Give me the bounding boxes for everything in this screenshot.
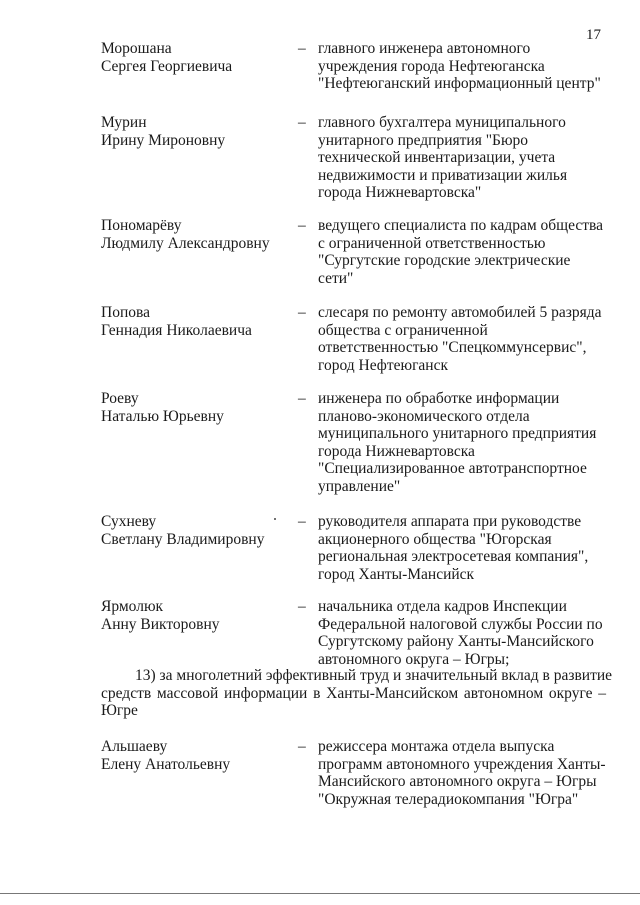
- person-name-line: Попова: [101, 304, 150, 321]
- job-position-line: город Ханты-Мансийск: [318, 565, 475, 583]
- job-position-line: руководителя аппарата при руководстве: [318, 513, 582, 530]
- dash-separator: –: [298, 390, 306, 407]
- person-name: [101, 598, 286, 633]
- person-name-line: Сергея Георгиевича: [101, 57, 233, 75]
- paragraph-line: Югре: [101, 702, 138, 720]
- person-name: [101, 513, 286, 548]
- dash-separator: –: [298, 114, 306, 131]
- person-name-line: Светлану Владимировну: [101, 530, 265, 548]
- job-position-line: главного инженера автономного: [318, 40, 531, 57]
- job-position: [318, 40, 610, 93]
- job-position-line: главного бухгалтера муниципального: [318, 114, 566, 131]
- person-name-line: Елену Анатольевну: [101, 755, 231, 773]
- job-position-line: автономного округа – Югры;: [318, 650, 510, 668]
- job-position-line: учреждения города Нефтеюганска: [318, 57, 545, 75]
- job-position-line: ответственностью "Спецкоммунсервис",: [318, 339, 587, 357]
- job-position-line: города Нижневартовска": [318, 184, 482, 202]
- page-number: 17: [586, 27, 601, 43]
- job-position: [318, 217, 610, 287]
- job-position-line: общества с ограниченной: [318, 321, 488, 339]
- person-name-line: Морошана: [101, 40, 172, 57]
- person-name: [101, 390, 286, 425]
- person-name-line: Геннадия Николаевича: [101, 321, 252, 339]
- job-position-line: ведущего специалиста по кадрам общества: [318, 217, 604, 234]
- paragraph-line: 13) за многолетний эффективный труд и значительный вклад в развитие: [135, 667, 613, 684]
- person-name: [101, 738, 286, 773]
- job-position-line: с ограниченной ответственностью: [318, 234, 546, 252]
- paragraph-line: средств массовой информации в Ханты-Мансийском автономном округе –: [101, 684, 606, 702]
- job-position: [318, 738, 610, 808]
- job-position: [318, 390, 610, 496]
- job-position-line: "Специализированное автотранспортное: [318, 460, 587, 478]
- person-name-line: Людмилу Александровну: [101, 234, 270, 252]
- job-position-line: недвижимости и приватизации жилья: [318, 166, 568, 184]
- job-position-line: унитарного предприятия "Бюро: [318, 131, 529, 149]
- scan-speck: [274, 518, 276, 520]
- dash-separator: –: [298, 738, 306, 755]
- dash-separator: –: [298, 304, 306, 321]
- job-position-line: "Окружная телерадиокомпания "Югра": [318, 790, 579, 808]
- person-name: [101, 304, 286, 339]
- job-position-line: технической инвентаризации, учета: [318, 149, 556, 167]
- job-position-line: региональная электросетевая компания",: [318, 548, 589, 566]
- person-name-line: Анну Викторовну: [101, 615, 220, 633]
- job-position-line: управление": [318, 477, 401, 495]
- person-name-line: Роеву: [101, 390, 139, 407]
- job-position: [318, 513, 610, 583]
- job-position-line: "Сургутские городские электрические: [318, 252, 571, 270]
- job-position-line: города Нижневартовска: [318, 442, 475, 460]
- job-position-line: город Нефтеюганск: [318, 356, 449, 374]
- person-name-line: Пономарёву: [101, 217, 182, 234]
- section-13-paragraph: [101, 667, 613, 720]
- job-position-line: Мансийского автономного округа – Югры: [318, 773, 597, 791]
- dash-separator: –: [298, 217, 306, 234]
- job-position-line: инженера по обработке информации: [318, 390, 560, 407]
- person-name-line: Мурин: [101, 114, 147, 131]
- job-position-line: акционерного общества "Югорская: [318, 530, 552, 548]
- person-name-line: Сухневу: [101, 513, 157, 530]
- job-position-line: режиссера монтажа отдела выпуска: [318, 738, 555, 755]
- person-name-line: Наталью Юрьевну: [101, 407, 224, 425]
- dash-separator: –: [298, 598, 306, 615]
- job-position-line: Федеральной налоговой службы России по: [318, 615, 603, 633]
- job-position: [318, 304, 610, 374]
- person-name-line: Ярмолюк: [101, 598, 164, 615]
- person-name-line: Альшаеву: [101, 738, 168, 755]
- job-position: [318, 114, 610, 202]
- dash-separator: –: [298, 40, 306, 57]
- job-position-line: начальника отдела кадров Инспекции: [318, 598, 567, 615]
- dash-separator: –: [298, 513, 306, 530]
- footer-rule: [0, 893, 640, 894]
- job-position-line: планово-экономического отдела: [318, 407, 530, 425]
- job-position: [318, 598, 610, 668]
- person-name: [101, 40, 286, 75]
- person-name: [101, 217, 286, 252]
- person-name-line: Ирину Мироновну: [101, 131, 226, 149]
- job-position-line: программ автономного учреждения Ханты-: [318, 755, 606, 773]
- job-position-line: сети": [318, 269, 354, 287]
- job-position-line: "Нефтеюганский информационный центр": [318, 75, 601, 93]
- job-position-line: Сургутскому району Ханты-Мансийского: [318, 633, 594, 651]
- job-position-line: слесаря по ремонту автомобилей 5 разряда: [318, 304, 602, 321]
- person-name: [101, 114, 286, 149]
- job-position-line: муниципального унитарного предприятия: [318, 425, 597, 443]
